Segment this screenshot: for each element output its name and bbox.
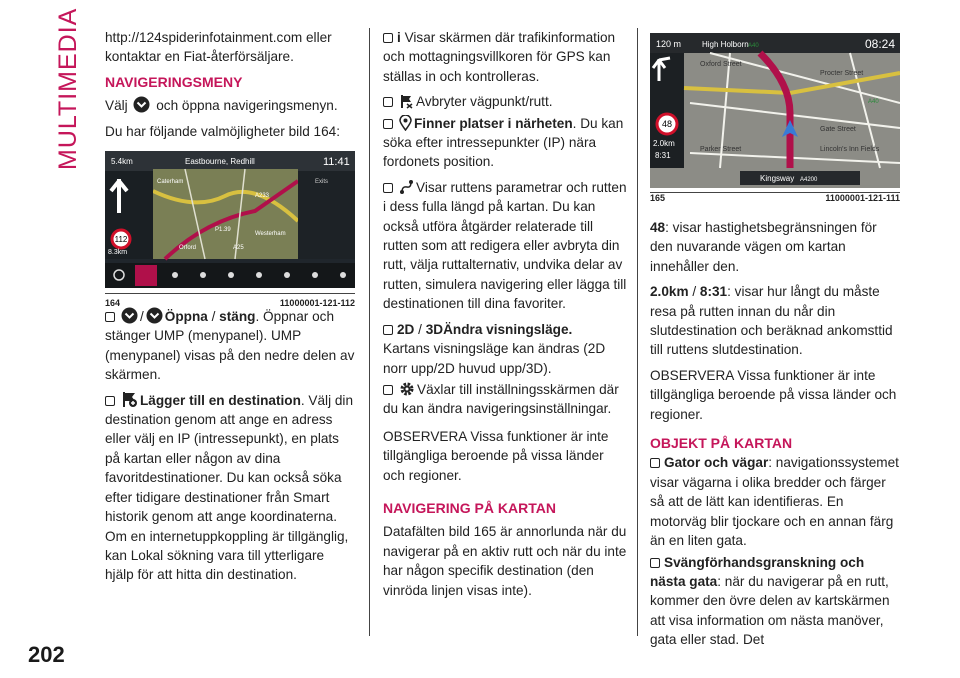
bullet-label: 2D — [397, 321, 415, 337]
route-icon — [399, 179, 414, 195]
figure-165 — [650, 33, 900, 205]
column-divider — [369, 28, 370, 636]
cancel-route-flag-icon — [399, 94, 414, 109]
bullet-text: . Öppnar och stänger UMP (menypanel). UMP (menypanel) visas på den nedre delen av skärmen. — [105, 309, 355, 383]
distance-text: 120 m — [656, 39, 682, 49]
checkbox-bullet-icon — [383, 97, 393, 107]
map-street-label: Lincoln's Inn Fields — [820, 146, 880, 153]
speed-limit-text: 112 — [114, 235, 128, 245]
term-label: 48 — [650, 220, 666, 235]
figure-caption — [105, 294, 355, 313]
note-text: OBSERVERA Vissa funktioner är inte tillgängliga beroende på vissa länder och regioner. — [383, 428, 609, 483]
bullet-settings — [383, 380, 628, 419]
bullet-text: Visar skärmen där trafikinformation och mottagningsvillkoren för GPS kan ställas in och kontrolleras. — [383, 30, 616, 84]
column-middle — [383, 28, 628, 606]
eta-text: 8:31 — [655, 151, 671, 160]
road-text: Eastbourne, Redhill — [185, 157, 255, 167]
figure-code: 11000001-121-111 — [825, 193, 900, 203]
bullet-text: Visar ruttens parametrar och rutten i dess fulla längd på kartan. Du kan också utföra åtgärder relaterade till rutten som att redigera eller avbryta din rutt, välja ruttalternativ, undvika delar av rutten, simulera navigering eller lägga till destinationen till dina favoriter. — [383, 179, 627, 312]
road-badge-text: A40 — [748, 43, 759, 49]
bullet-roads — [650, 453, 900, 550]
road-text: High Holborn — [702, 40, 749, 49]
bottom-road-badge-text: A4200 — [800, 177, 818, 183]
options-intro: Du har följande valmöjligheter bild 164: — [105, 123, 341, 139]
distance-text: 5.4km — [111, 157, 133, 167]
bullet-view-mode — [383, 320, 628, 339]
navigation-screen-image — [105, 151, 355, 288]
bottom-road-text: Kingsway — [760, 174, 795, 183]
term-text: : visar hastighetsbegränsningen för den nuvarande vägen om kartan innehåller den. — [650, 220, 877, 274]
text-fragment: Välj — [105, 98, 128, 114]
map-street-label: Parker Street — [700, 146, 742, 153]
map-road-label: A233 — [255, 193, 270, 200]
bullet-label: Svängförhandsgranskning och nästa gata — [650, 554, 865, 589]
checkbox-bullet-icon — [383, 325, 393, 335]
bullet-label: Öppna — [164, 309, 208, 325]
bullet-text: . Du kan söka efter intressepunkter (IP) nära fordonets position. — [383, 115, 624, 170]
bullet-text: : när du navigerar på en rutt, kommer den övre delen av kartskärmen att visa information om nästa manöver, gata eller stad. Det — [650, 573, 890, 648]
paragraph: Datafälten bild 165 är annorlunda när du navigerar på en aktiv rutt och när du inte har någon specifik destination (den vinröda linjen visas inte). — [383, 524, 627, 598]
bullet-route — [383, 178, 628, 314]
figure-caption — [650, 193, 900, 203]
bullet-label: Lägger till en destination — [140, 392, 301, 408]
bullet-cancel — [383, 92, 628, 111]
chevron-down-circle-icon — [133, 96, 150, 113]
view-mode-text: Kartans visningsläge kan ändras (2D norr upp/2D huvud upp/3D). — [383, 341, 606, 376]
column-right — [650, 218, 900, 656]
checkbox-bullet-icon — [383, 33, 393, 43]
map-street-label: Gate Street — [820, 126, 856, 133]
bullet-label: Gator och vägar — [664, 455, 769, 471]
map-place-label: Orford — [179, 245, 197, 252]
checkbox-bullet-icon — [383, 183, 393, 193]
sidebar-section-title: MULTIMEDIA — [54, 7, 82, 170]
checkbox-bullet-icon — [650, 458, 660, 468]
separator: / — [140, 309, 144, 325]
figure-number: 164 — [105, 298, 121, 309]
text-fragment: och öppna navigeringsmenyn. — [156, 98, 338, 114]
distance-desc — [650, 282, 900, 360]
remaining-distance-text: 8.3km — [108, 249, 128, 257]
bullet-turn-preview — [650, 553, 900, 650]
bullet-label: 3DÄndra visningsläge. — [425, 321, 573, 337]
checkbox-bullet-icon — [650, 558, 660, 568]
speed-limit-text: 48 — [661, 119, 673, 129]
map-place-label: Westerham — [255, 231, 286, 238]
figure-164 — [105, 147, 355, 307]
bullet-nearby — [383, 114, 628, 172]
separator: / — [211, 309, 216, 325]
map-road-label: P1.39 — [215, 227, 231, 234]
section-heading: OBJEKT PÅ KARTAN — [650, 435, 793, 452]
intro-text: http://124spiderinfotainment.com eller kontaktar en Fiat-återförsäljare. — [105, 30, 332, 65]
map-road-label: A40 — [868, 99, 879, 105]
bullet-add-destination — [105, 391, 355, 585]
clock-text: 08:24 — [865, 37, 896, 51]
map-street-label: Oxford Street — [700, 61, 742, 68]
clock-text: 11:41 — [323, 156, 350, 169]
speed-limit-desc — [650, 218, 900, 276]
bullet-text: : navigationssystemet visar vägarna i olika bredder och färger så att de lätt kan identifieras. En motorväg blir tjockare och en annan färg än en liten gata. — [650, 455, 899, 549]
column-divider — [637, 28, 638, 636]
checkbox-bullet-icon — [383, 119, 393, 129]
term-label: 8:31 — [699, 284, 728, 300]
column-left — [105, 28, 355, 591]
figure-code: 11000001-121-112 — [279, 298, 355, 309]
section-heading: NAVIGERING PÅ KARTAN — [383, 499, 556, 516]
gear-icon — [399, 381, 415, 397]
exits-text: Exits — [315, 179, 329, 186]
checkbox-bullet-icon — [383, 385, 393, 395]
bullet-open-close — [105, 307, 355, 385]
flag-plus-icon — [121, 391, 138, 408]
navigation-screen-image — [650, 33, 900, 188]
checkbox-bullet-icon — [105, 396, 115, 406]
bullet-text: . Välj din destination genom att ange en adress eller välj en IP (intressepunkt), en plats på kartan eller någon av dina favoritdestinationer. Du kan också söka efter tidigare destinationer från Smart historik genom att ange koordinaterna. Om en internetuppkoppling är tillgänglig, kan Lokal sökning vara till ytterligare hjälp för att hitta din destination. — [105, 392, 354, 583]
page-number: 202 — [28, 642, 65, 667]
checkbox-bullet-icon — [105, 312, 115, 322]
note-text: OBSERVERA Vissa funktioner är inte tillgängliga beroende på vissa länder och regioner. — [650, 367, 897, 422]
section-heading: NAVIGERINGSMENY — [105, 73, 243, 90]
separator: / — [692, 284, 697, 300]
figure-number: 165 — [650, 193, 666, 203]
term-text: : visar hur långt du måste resa på rutten innan du når din slutdestination och beräknad ankomsttid till ruttens slutdestination. — [650, 284, 893, 358]
bullet-text: Avbryter vägpunkt/rutt. — [416, 94, 553, 110]
term-label: 2.0km — [650, 284, 689, 300]
instruction-line — [105, 96, 355, 115]
info-icon: i — [397, 30, 401, 45]
location-pin-icon — [399, 115, 412, 131]
separator: / — [418, 321, 422, 337]
map-street-label: Procter Street — [820, 70, 864, 77]
map-place-label: Caterham — [157, 179, 184, 186]
bullet-text: Växlar till inställningsskärmen där du kan ändra navigeringsinställningar. — [383, 381, 619, 417]
bullet-info — [383, 28, 628, 86]
bullet-label: Finner platser i närheten — [414, 115, 573, 131]
map-road-label: A25 — [233, 245, 244, 252]
remaining-distance-text: 2.0km — [653, 139, 675, 148]
bullet-label: stäng — [219, 309, 256, 325]
